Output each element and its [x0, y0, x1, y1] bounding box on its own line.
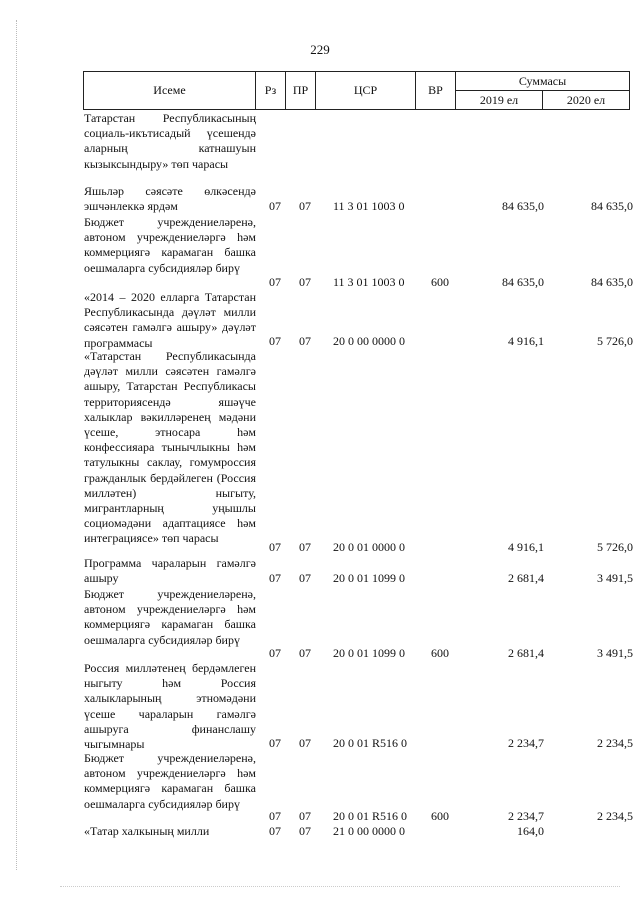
row-csr: 20 0 01 R516 0: [333, 809, 408, 823]
row-2020: 2 234,5: [597, 736, 633, 750]
header-csr: ЦСР: [316, 72, 416, 110]
row-2019: 2 681,4: [508, 646, 544, 660]
row-rz: 07: [269, 199, 281, 213]
row-pr: 07: [299, 334, 311, 348]
row-pr: 07: [299, 275, 311, 289]
row-2020: 5 726,0: [597, 540, 633, 554]
row-csr: 20 0 01 1099 0: [333, 646, 405, 660]
row-rz: 07: [269, 809, 281, 823]
row-rz: 07: [269, 540, 281, 554]
header-year-2020: 2020 ел: [543, 91, 630, 110]
header-sums: Суммасы: [456, 72, 630, 91]
row-csr: 20 0 00 0000 0: [333, 334, 405, 348]
row-2019: 2 234,7: [508, 736, 544, 750]
row-name: Программа чараларын гамәлгә ашыру: [84, 556, 256, 586]
row-name: Татарстан Республикасының социаль-икътисадый үсешендә аларның катнашуын кызыксындыру» төп чарасы: [84, 111, 256, 171]
header-vr: ВР: [416, 72, 456, 110]
row-vr: 600: [431, 646, 449, 660]
row-2020: 2 234,5: [597, 809, 633, 823]
row-vr: 600: [431, 809, 449, 823]
row-rz: 07: [269, 646, 281, 660]
row-pr: 07: [299, 736, 311, 750]
row-2019: 164,0: [517, 824, 544, 838]
row-csr: 20 0 01 0000 0: [333, 540, 405, 554]
row-2020: 3 491,5: [597, 571, 633, 585]
row-rz: 07: [269, 334, 281, 348]
row-rz: 07: [269, 275, 281, 289]
row-name: «Татарстан Республикасында дәүләт милли сәясәтен гамәлгә ашыру, Татарстан Республикасы территориясендә яшәүче халыклар вәкилләренең мәдәни үсеше, этносара һәм конфессияара тынычлыкны һәм татулыкны саклау, гомумроссия гражданлык бердәйлеген (Россия милләтен) ныгыту, мигрантларның уңышлы социомәдәни адаптациясе һәм интеграциясе» төп чарасы: [84, 349, 256, 546]
row-pr: 07: [299, 540, 311, 554]
row-rz: 07: [269, 736, 281, 750]
row-2020: 84 635,0: [591, 275, 633, 289]
row-name: «2014 – 2020 елларга Татарстан Республикасында дәүләт милли сәясәтен гамәлгә ашыру» дәүләт программасы: [84, 290, 256, 350]
row-name: Бюджет учреждениеләренә, автоном учреждениеләргә һәм коммерциягә карамаган башка оешмаларга субсидияләр бирү: [84, 215, 256, 275]
row-2019: 84 635,0: [502, 275, 544, 289]
table-header: [83, 71, 630, 110]
row-2019: 4 916,1: [508, 540, 544, 554]
row-rz: 07: [269, 571, 281, 585]
row-2020: 84 635,0: [591, 199, 633, 213]
row-rz: 07: [269, 824, 281, 838]
row-2020: 3 491,5: [597, 646, 633, 660]
page-number: 229: [310, 42, 330, 57]
row-name: Бюджет учреждениеләренә, автоном учреждениеләргә һәм коммерциягә карамаган башка оешмаларга субсидияләр бирү: [84, 751, 256, 811]
row-2019: 4 916,1: [508, 334, 544, 348]
margin-dotted-line: [16, 20, 17, 870]
row-pr: 07: [299, 199, 311, 213]
row-csr: 20 0 01 1099 0: [333, 571, 405, 585]
row-name: Россия милләтенең бердәмлеген ныгыту һәм Россия халыкларының этномәдәни үсеше чараларын гамәлгә ашыруга финанслашу чыгымнары: [84, 661, 256, 752]
header-pr: ПР: [286, 72, 316, 110]
row-name: Бюджет учреждениеләренә, автоном учреждениеләргә һәм коммерциягә карамаган башка оешмаларга субсидияләр бирү: [84, 587, 256, 647]
row-2019: 84 635,0: [502, 199, 544, 213]
row-2019: 2 681,4: [508, 571, 544, 585]
header-rz: Рз: [256, 72, 286, 110]
row-pr: 07: [299, 571, 311, 585]
row-pr: 07: [299, 824, 311, 838]
row-pr: 07: [299, 646, 311, 660]
row-name: Яшьләр сәясәте өлкәсендә эшчәнлеккә ярдәм: [84, 184, 256, 214]
row-2020: 5 726,0: [597, 334, 633, 348]
row-csr: 20 0 01 R516 0: [333, 736, 408, 750]
row-csr: 21 0 00 0000 0: [333, 824, 405, 838]
row-pr: 07: [299, 809, 311, 823]
row-name: «Татар халкының милли: [84, 824, 210, 838]
header-year-2019: 2019 ел: [456, 91, 543, 110]
header-name: Исеме: [84, 72, 256, 110]
bottom-dotted-line: [60, 886, 620, 887]
row-csr: 11 3 01 1003 0: [333, 275, 405, 289]
row-2019: 2 234,7: [508, 809, 544, 823]
row-vr: 600: [431, 275, 449, 289]
row-csr: 11 3 01 1003 0: [333, 199, 405, 213]
